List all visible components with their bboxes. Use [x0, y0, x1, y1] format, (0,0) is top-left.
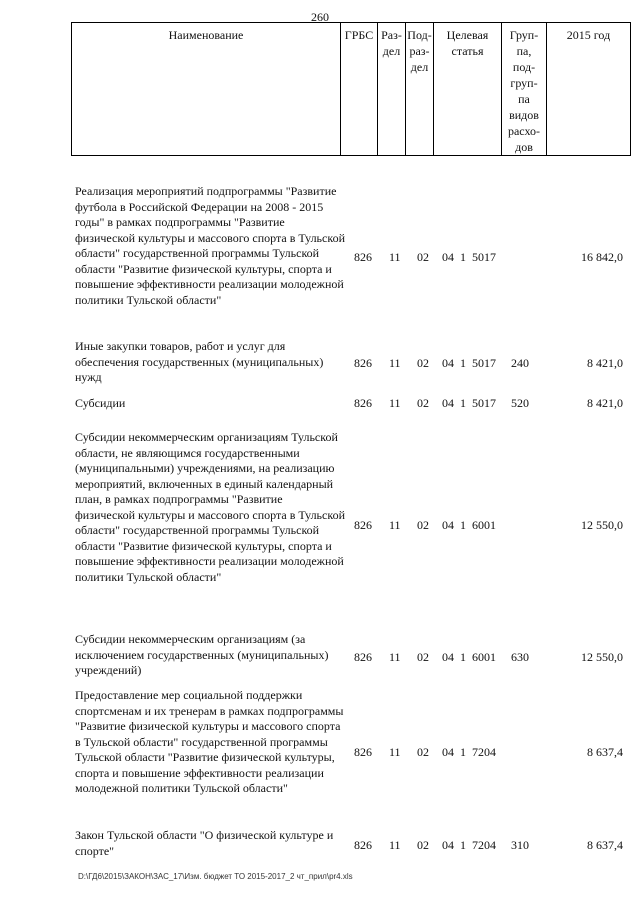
row-target: 04 1 5017	[442, 356, 496, 370]
row-grbs: 826	[354, 838, 372, 852]
header-year: 2015 год	[547, 23, 631, 155]
row-name: Субсидии некоммерческим организациям Тульской области, не являющимся государственными (муниципальными) учреждениями, на реализацию мероприятий, включенных в единый календарный план, в рамках подпрограммы "Развитие физической культуры и массового спорта в Тульской области" государственной программы Тульской области "Развитие физической культуры, спорта и повышение эффективности реализации молодежной политики Тульской области"	[75, 430, 345, 584]
row-razdel: 11	[389, 396, 401, 410]
header-name: Наименование	[71, 23, 341, 155]
table-row	[71, 184, 631, 329]
header-razdel: Раз- дел	[378, 23, 406, 155]
row-podrazdel: 02	[417, 356, 429, 370]
row-value: 12 550,0	[581, 650, 623, 664]
row-grbs: 826	[354, 650, 372, 664]
row-razdel: 11	[389, 650, 401, 664]
row-group: 240	[511, 356, 529, 370]
row-target: 04 1 7204	[442, 745, 496, 759]
header-group: Груп- па, под- груп- па видов расхо- дов	[502, 23, 547, 155]
row-podrazdel: 02	[417, 745, 429, 759]
row-podrazdel: 02	[417, 396, 429, 410]
row-group: 630	[511, 650, 529, 664]
table-row	[71, 828, 631, 862]
table-row	[71, 688, 631, 818]
row-name: Субсидии некоммерческим организациям (за исключением государственных (муниципальных) учреждений)	[75, 632, 329, 677]
row-name: Субсидии	[75, 396, 126, 410]
table-row	[71, 632, 631, 680]
table-row	[71, 396, 631, 414]
header-podrazdel: Под- раз- дел	[406, 23, 434, 155]
table-header	[71, 22, 631, 156]
row-razdel: 11	[389, 745, 401, 759]
row-value: 8 637,4	[587, 838, 623, 852]
header-grbs: ГРБС	[341, 23, 378, 155]
page-number: 260	[311, 10, 329, 24]
row-grbs: 826	[354, 250, 372, 264]
file-path-footer: D:\ГД6\2015\ЗАКОН\ЗАС_17\Изм. бюджет ТО 2015-2017_2 чт_прил\pr4.xls	[78, 872, 353, 881]
row-name: Реализация мероприятий подпрограммы "Развитие футбола в Российской Федерации на 2008 - 2015 годы" в рамках подпрограммы "Развитие физической культуры и массового спорта в Тульской области" государственной программы Тульской области "Развитие физической культуры, спорта и повышение эффективности реализации молодежной политики Тульской области"	[75, 184, 345, 307]
row-target: 04 1 6001	[442, 518, 496, 532]
table-row	[71, 339, 631, 387]
row-target: 04 1 5017	[442, 250, 496, 264]
row-grbs: 826	[354, 518, 372, 532]
row-name: Предоставление мер социальной поддержки спортсменам и их тренерам в рамках подпрограммы "Развитие физической культуры и массового спорта в Тульской области" государственной программы Тульской области "Развитие физической культуры, спорта и повышение эффективности реализации молодежной политики Тульской области"	[75, 688, 344, 795]
row-group: 520	[511, 396, 529, 410]
row-target: 04 1 6001	[442, 650, 496, 664]
row-razdel: 11	[389, 518, 401, 532]
row-grbs: 826	[354, 745, 372, 759]
table-row	[71, 430, 631, 620]
row-group: 310	[511, 838, 529, 852]
row-podrazdel: 02	[417, 250, 429, 264]
row-value: 8 637,4	[587, 745, 623, 759]
row-value: 12 550,0	[581, 518, 623, 532]
row-target: 04 1 7204	[442, 838, 496, 852]
row-name: Закон Тульской области "О физической культуре и спорте"	[75, 828, 334, 858]
row-razdel: 11	[389, 838, 401, 852]
row-razdel: 11	[389, 356, 401, 370]
row-podrazdel: 02	[417, 518, 429, 532]
row-podrazdel: 02	[417, 838, 429, 852]
row-value: 8 421,0	[587, 356, 623, 370]
row-value: 16 842,0	[581, 250, 623, 264]
header-target: Целевая статья	[434, 23, 502, 155]
row-grbs: 826	[354, 356, 372, 370]
row-razdel: 11	[389, 250, 401, 264]
row-target: 04 1 5017	[442, 396, 496, 410]
row-grbs: 826	[354, 396, 372, 410]
row-name: Иные закупки товаров, работ и услуг для обеспечения государственных (муниципальных) нужд	[75, 339, 324, 384]
row-podrazdel: 02	[417, 650, 429, 664]
row-value: 8 421,0	[587, 396, 623, 410]
